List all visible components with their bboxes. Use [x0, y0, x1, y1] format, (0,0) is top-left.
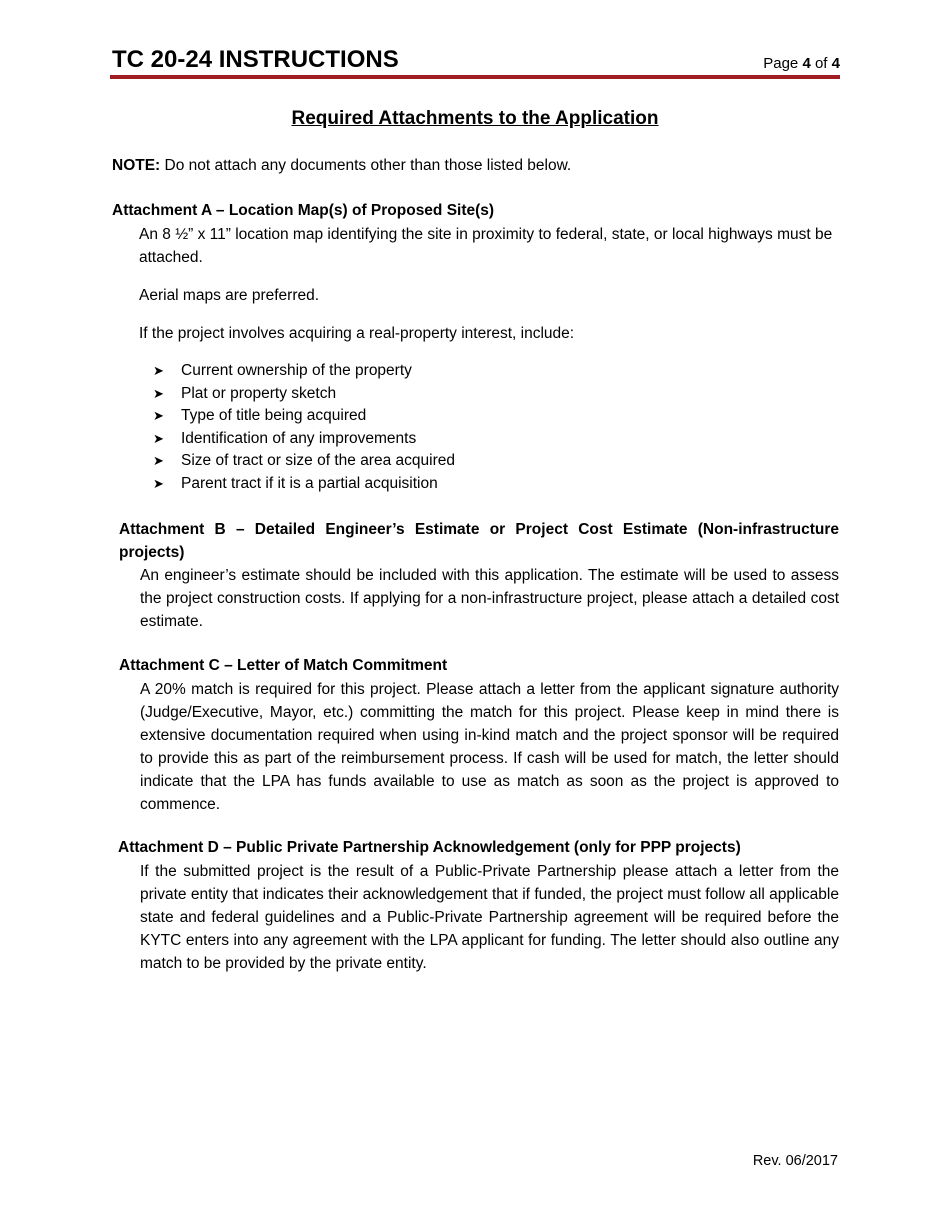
- list-item: [153, 428, 455, 451]
- attachment-b-heading: Attachment B – Detailed Engineer’s Estimate or Project Cost Estimate (Non-infrastructure projects): [119, 521, 839, 561]
- attachment-d-body: If the submitted project is the result of a Public-Private Partnership please attach a letter from the private entity that indicates their acknowledgement that if funded, the project must follow all applicable state and federal guidelines and a Public-Private Partnership agreement will be required before the KYTC enters into any agreement with the LPA applicant for funding. The letter should also outline any match to be provided by the private entity.: [140, 863, 839, 972]
- list-item-text: Identification of any improvements: [181, 429, 417, 447]
- list-item: [153, 360, 455, 383]
- attachment-c-body: A 20% match is required for this project. Please attach a letter from the applicant signature authority (Judge/Executive, Mayor, etc.) committing the match for this project. Please keep in mind there is extensive documentation required when using in-kind match and the project sponsor will be required to provide this as part of the reimbursement process. If cash will be used for match, the letter should indicate that the LPA has funds available to use as match as soon as the project is approved to commence.: [140, 681, 839, 813]
- list-item: [153, 383, 455, 406]
- list-item: [153, 450, 455, 473]
- attachment-d-heading: Attachment D – Public Private Partnership Acknowledgement (only for PPP projects): [118, 839, 741, 856]
- note: [112, 157, 571, 175]
- arrow-bullet-icon: ➤: [153, 453, 164, 469]
- page-header: [110, 46, 840, 76]
- page-indicator: [763, 55, 840, 72]
- note-label: NOTE:: [112, 157, 161, 174]
- list-item: [153, 473, 455, 496]
- attachment-b-body: An engineer’s estimate should be included with this application. The estimate will be used to assess the project construction costs. If applying for a non-infrastructure project, please attach a detailed cost estimate.: [140, 567, 839, 630]
- attachment-a-para-1: An 8 ½” x 11” location map identifying the site in proximity to federal, state, or local highways must be attached.: [139, 226, 833, 266]
- section-title: Required Attachments to the Application: [291, 108, 659, 129]
- page-total: 4: [831, 55, 840, 72]
- page-word: Page: [763, 55, 799, 72]
- arrow-bullet-icon: ➤: [153, 363, 164, 378]
- arrow-bullet-icon: ➤: [153, 385, 164, 401]
- attachment-c-heading: Attachment C – Letter of Match Commitment: [119, 657, 448, 674]
- attachment-a-para-2: Aerial maps are preferred.: [139, 287, 320, 304]
- attachment-a-heading: Attachment A – Location Map(s) of Proposed Site(s): [112, 202, 495, 219]
- header-rule: [110, 75, 840, 79]
- arrow-bullet-icon: ➤: [153, 475, 164, 491]
- page-of: of: [814, 55, 828, 72]
- list-item-text: Current ownership of the property: [181, 362, 412, 379]
- list-item-text: Size of tract or size of the area acquired: [181, 452, 455, 470]
- page-current: 4: [802, 55, 811, 72]
- note-text: Do not attach any documents other than those listed below.: [160, 157, 572, 174]
- attachment-a-bullet-list: [153, 360, 455, 496]
- list-item-text: Parent tract if it is a partial acquisition: [181, 474, 438, 492]
- list-item-text: Plat or property sketch: [181, 384, 337, 402]
- revision-footer: Rev. 06/2017: [752, 1153, 838, 1169]
- list-item-text: Type of title being acquired: [181, 407, 367, 425]
- arrow-bullet-icon: ➤: [153, 408, 164, 424]
- attachment-a-para-3: If the project involves acquiring a real-property interest, include:: [139, 325, 575, 342]
- list-item: [153, 405, 455, 428]
- document-title: TC 20-24 INSTRUCTIONS: [112, 46, 399, 73]
- arrow-bullet-icon: ➤: [153, 430, 164, 446]
